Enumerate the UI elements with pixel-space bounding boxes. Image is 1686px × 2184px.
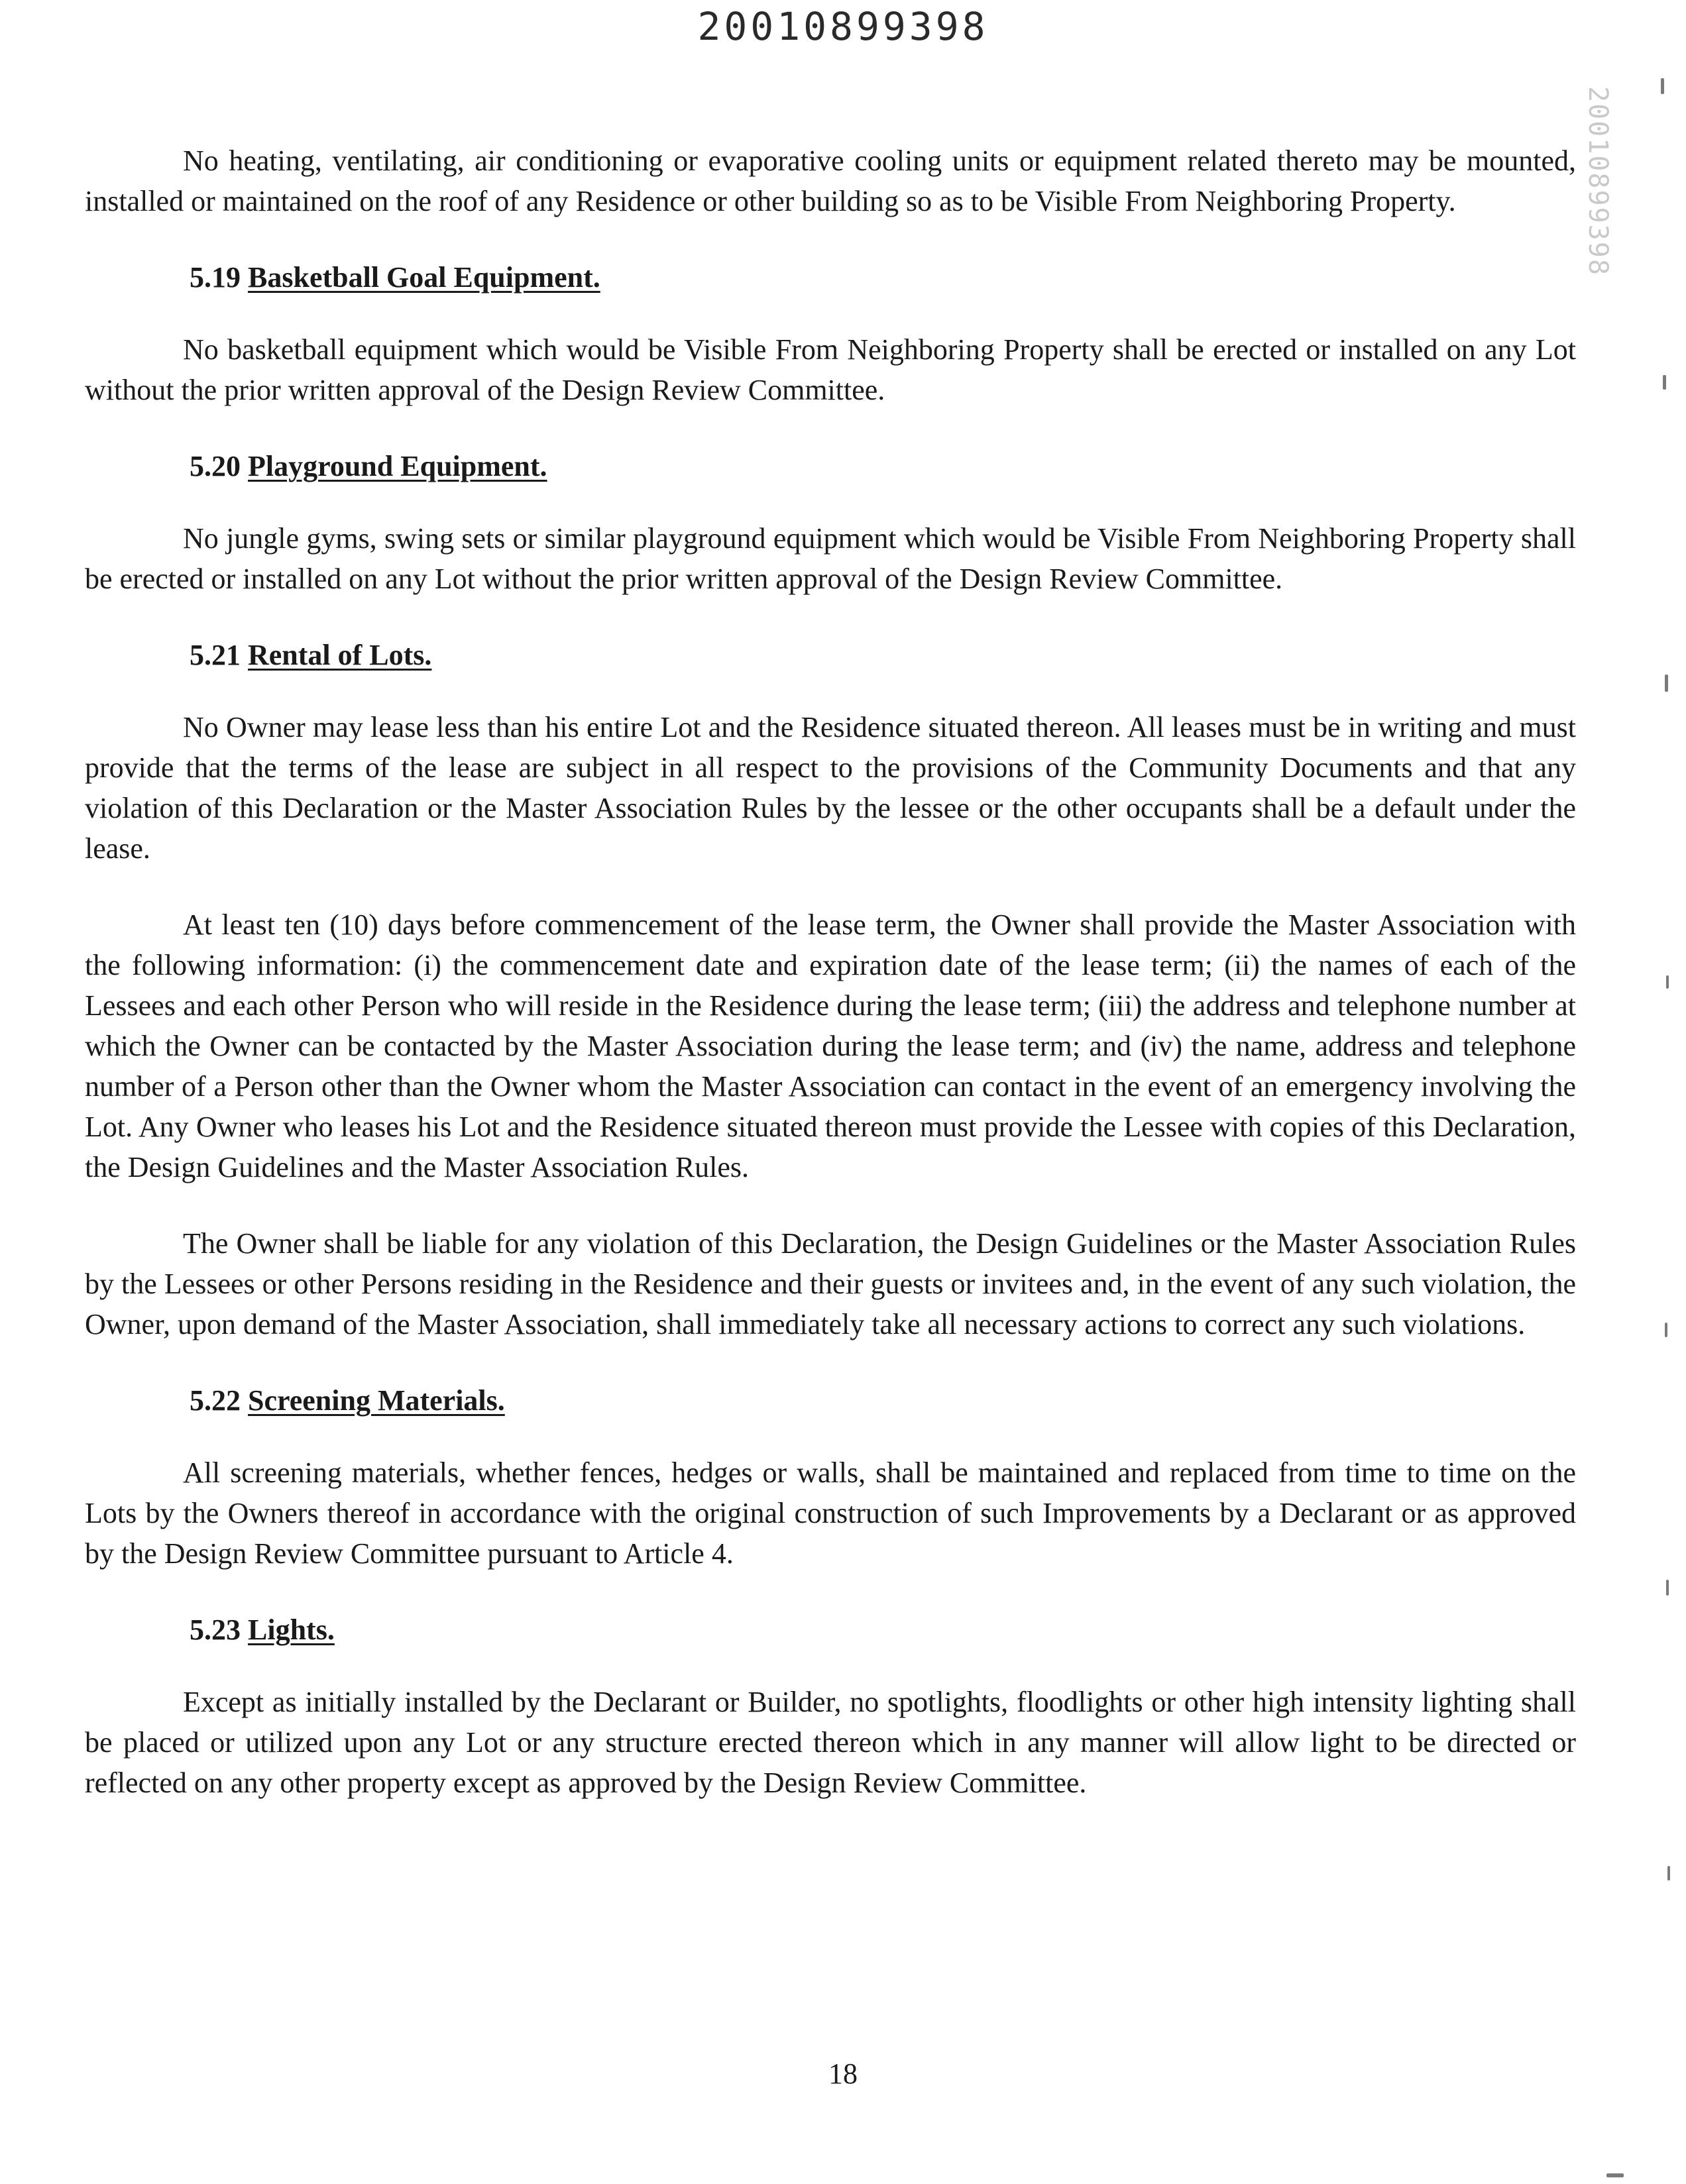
scan-edge-mark	[1665, 1323, 1667, 1337]
section-heading-5-19	[85, 257, 1576, 298]
section-title: Screening Materials.	[248, 1384, 505, 1417]
document-number: 20010899398	[697, 4, 989, 49]
section-number: 5.19	[190, 261, 241, 294]
section-paragraph: No basketball equipment which would be Visible From Neighboring Property shall be erected or installed on any Lot without the prior written approval of the Design Review Committee.	[85, 333, 1576, 406]
margin-stamp: 20010899398	[1583, 86, 1613, 276]
section-title: Lights.	[248, 1613, 335, 1646]
scan-edge-mark	[1666, 1580, 1669, 1596]
scan-edge-mark	[1667, 1866, 1670, 1881]
section-heading-5-21	[85, 635, 1576, 675]
scan-edge-mark	[1661, 78, 1664, 94]
section-paragraph: All screening materials, whether fences, hedges or walls, shall be maintained and replaced from time to time on the Lots by the Owners thereof in accordance with the original construction of such Improvements by a Declarant or as approved by the Design Review Committee pursuant to Article 4.	[85, 1456, 1576, 1570]
section-paragraph: At least ten (10) days before commencement of the lease term, the Owner shall provide the Master Association with the following information: (i) the commencement date and expiration date of the lease term; (ii) the names of each of the Lessees and each other Person who will reside in the Residence during the lease term; (iii) the address and telephone number at which the Owner can be contacted by the Master Association during the lease term; and (iv) the name, address and telephone number of a Person other than the Owner whom the Master Association can contact in the event of an emergency involving the Lot. Any Owner who leases his Lot and the Residence situated thereon must provide the Lessee with copies of this Declaration, the Design Guidelines and the Master Association Rules.	[85, 908, 1576, 1183]
section-title: Basketball Goal Equipment.	[248, 261, 600, 294]
section-number: 5.22	[190, 1384, 241, 1417]
scan-edge-mark	[1665, 675, 1668, 692]
document-body	[85, 140, 1576, 1803]
section-number: 5.20	[190, 450, 241, 482]
section-heading-5-20	[85, 446, 1576, 486]
section-heading-5-22	[85, 1380, 1576, 1421]
scan-edge-mark	[1606, 2173, 1624, 2177]
section-paragraph: No Owner may lease less than his entire Lot and the Residence situated thereon. All leases must be in writing and must provide that the terms of the lease are subject in all respect to the provisions of the Community Documents and that any violation of this Declaration or the Master Association Rules by the lessee or the other occupants shall be a default under the lease.	[85, 711, 1576, 865]
scan-edge-mark	[1666, 975, 1669, 989]
section-paragraph: Except as initially installed by the Declarant or Builder, no spotlights, floodlights or other high intensity lighting shall be placed or utilized upon any Lot or any structure erected thereon which in any manner will allow light to be directed or reflected on any other property except as approved by the Design Review Committee.	[85, 1686, 1576, 1799]
section-title: Playground Equipment.	[248, 450, 547, 482]
section-heading-5-23	[85, 1610, 1576, 1650]
section-title: Rental of Lots.	[248, 639, 432, 671]
section-number: 5.23	[190, 1613, 241, 1646]
page-number: 18	[828, 2057, 858, 2090]
section-paragraph: No jungle gyms, swing sets or similar playground equipment which would be Visible From Neighboring Property shall be erected or installed on any Lot without the prior written approval of the Design Review Committee.	[85, 522, 1576, 595]
section-paragraph: The Owner shall be liable for any violation of this Declaration, the Design Guidelines or the Master Association Rules by the Lessees or other Persons residing in the Residence and their guests or invitees and, in the event of any such violation, the Owner, upon demand of the Master Association, shall immediately take all necessary actions to correct any such violations.	[85, 1227, 1576, 1340]
intro-paragraph: No heating, ventilating, air conditioning or evaporative cooling units or equipment related thereto may be mounted, installed or maintained on the roof of any Residence or other building so as to be Visible From Neighboring Property.	[85, 144, 1576, 217]
scan-edge-mark	[1663, 375, 1666, 390]
section-number: 5.21	[190, 639, 241, 671]
